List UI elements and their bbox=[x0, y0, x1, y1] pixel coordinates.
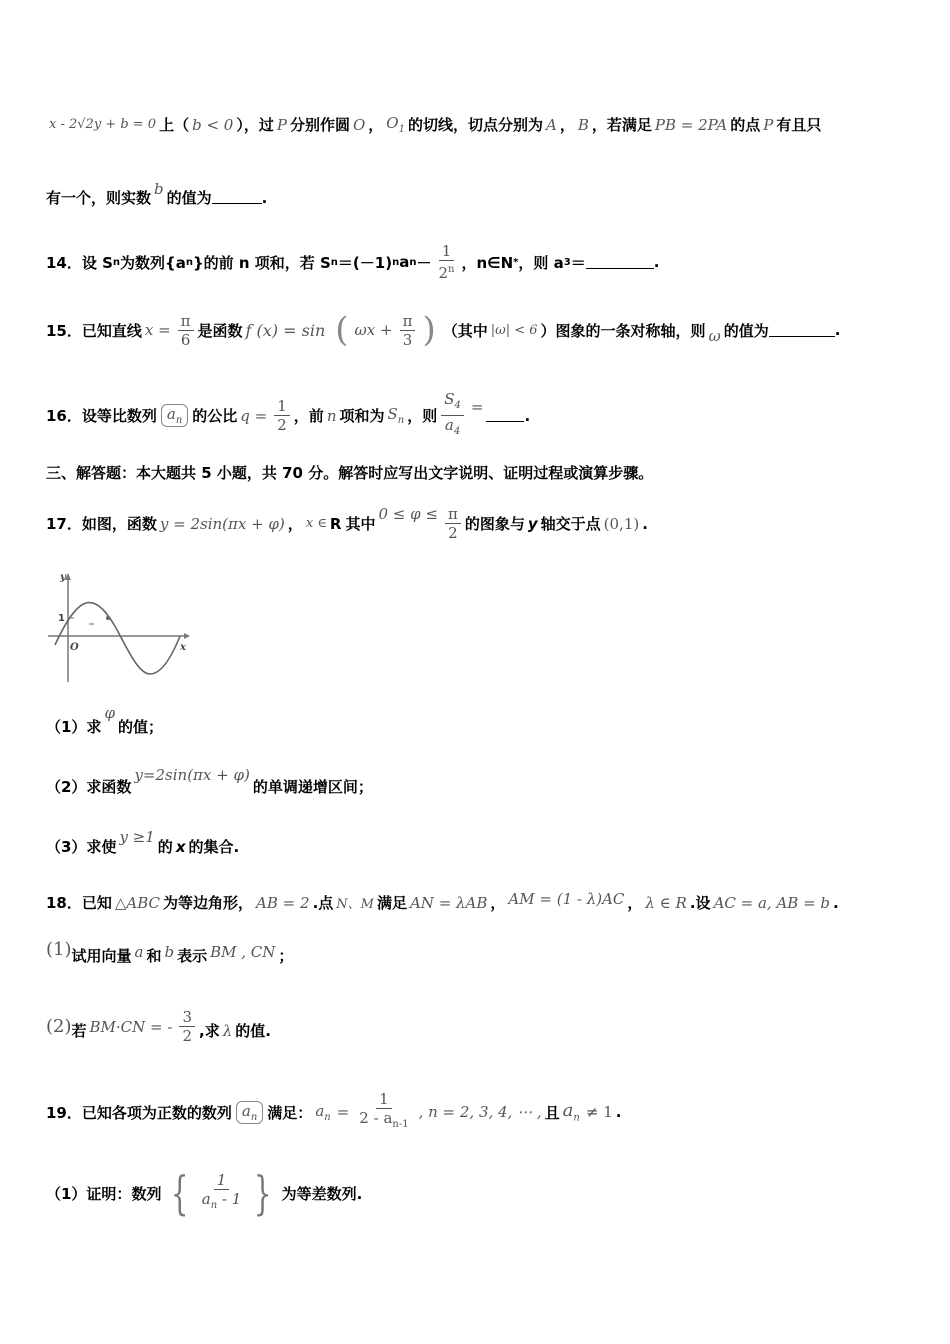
x-axis-arrow bbox=[184, 633, 190, 639]
q19-part1: （1）证明：数列 { $\frac{1}{a_n - 1}$ } 为等差数列. bbox=[46, 1166, 363, 1220]
answer-blank[interactable] bbox=[586, 256, 654, 269]
q18: 18．已知 △ABC 为等边角形， AB = 2 .点 N、M 满足 AN = λAB ， AM = (1 - λ)AC ， λ ∈ R .设 AC = a, AB = b . bbox=[46, 889, 839, 912]
fraction: $\frac{1}{2^n}$ bbox=[438, 242, 455, 282]
q16: 16．设等比数列 $a_n$ 的公比 q = $\frac{1}{2}$ ，前 n 项和为 $S_n$ ，则 $\frac{S_4}{a_4}$ = . bbox=[46, 390, 910, 441]
y-axis-arrow bbox=[65, 573, 71, 580]
section-3-heading: 三、解答题：本大题共 5 小题，共 70 分。解答时应写出文字说明、证明过程或演算步骤。 bbox=[46, 464, 654, 482]
label-origin: O bbox=[70, 642, 79, 653]
answer-blank[interactable] bbox=[486, 409, 524, 422]
sine-graph bbox=[46, 566, 191, 686]
fraction: $\frac{1}{2}$ bbox=[274, 397, 290, 434]
fraction: $\frac{\pi}{6}$ bbox=[178, 312, 194, 349]
q18-part2: (2) 若 BM·CN = - $\frac{3}{2}$ ,求 λ 的值. bbox=[46, 1008, 271, 1045]
fraction: $\frac{S_4}{a_4}$ bbox=[441, 390, 464, 441]
q19: 19．已知各项为正数的数列 $a_n$ 满足： $a_n$ = $\frac{1}{2 - a_{n-1}}$ , n = 2, 3, 4, ⋯ , 且 $a_n$ ≠ 1 . bbox=[46, 1090, 622, 1130]
mark-dot bbox=[106, 616, 110, 620]
q13-line1: x - 2√2y + b = 0 上（ b < 0 ），过 P 分别作圆 O ， $O_1$ 的切线，切点分别为 A ， B ，若满足 PB = 2PA 的点 P 有且只 bbox=[49, 114, 822, 135]
q17: 17．如图，函数 y = 2sin(πx + φ) ， x ∈ R 其中 0 ≤ φ ≤ $\frac{\pi}{2}$ 的图象与 y 轴交于点 (0,1) . bbox=[46, 504, 648, 542]
label-y: y bbox=[60, 572, 66, 583]
answer-blank[interactable] bbox=[212, 191, 262, 204]
q18-part1: (1) 试用向量 a 和 b 表示 BM , CN ； bbox=[46, 939, 294, 965]
q13-line-eq: x - 2√2y + b = 0 bbox=[49, 117, 157, 132]
q17-part1: （1）求 φ 的值； bbox=[46, 703, 163, 736]
q13-line2: 有一个，则实数 b 的值为 . bbox=[46, 179, 268, 207]
q17-part3: （3）求使 y ≥1 的 x 的集合. bbox=[46, 827, 240, 856]
answer-blank[interactable] bbox=[769, 324, 835, 337]
q14: 14．设 S n 为数列{a n }的前 n 项和，若 S n ＝(－1) n a n － $\frac{1}{2^n}$ ，n∈N * ，则 a 3 ＝ . bbox=[46, 242, 660, 282]
q17-part2: （2）求函数 y=2sin(πx + φ) 的单调递增区间； bbox=[46, 765, 373, 796]
label-x: x bbox=[180, 642, 186, 653]
label-one: 1 bbox=[58, 613, 65, 624]
sine-curve bbox=[55, 603, 180, 674]
q15: 15．已知直线 x = $\frac{\pi}{6}$ 是函数 f (x) = sin ( ωx + $\frac{\pi}{3}$ ) （其中 |ω| < 6 ）图象的一条对称轴，则 ω 的值为 . bbox=[46, 310, 841, 350]
